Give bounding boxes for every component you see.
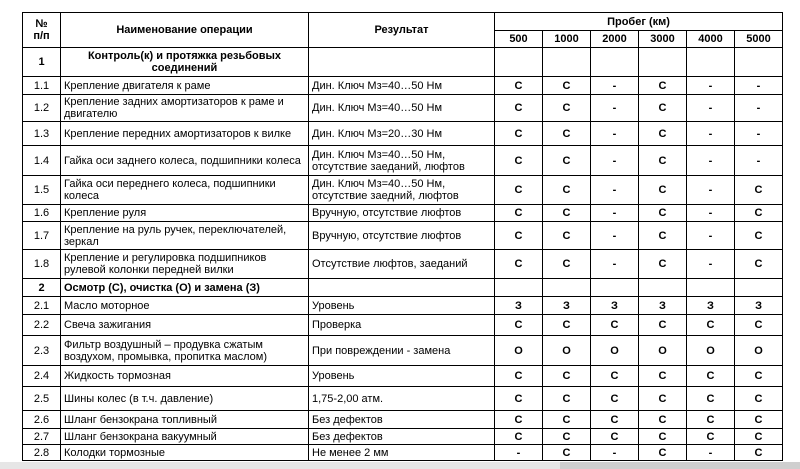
mileage-cell-1000: С <box>543 387 591 411</box>
mileage-cell-2000: - <box>591 95 639 122</box>
mileage-cell-500: С <box>495 366 543 387</box>
header-result: Результат <box>309 13 495 48</box>
mileage-cell-500: С <box>495 122 543 146</box>
operation-name: Колодки тормозные <box>61 445 309 461</box>
mileage-cell-2000 <box>591 48 639 77</box>
row-number: 2.1 <box>23 297 61 315</box>
table-row <box>23 429 783 445</box>
table-row <box>23 336 783 366</box>
header-col-4000: 4000 <box>687 31 735 48</box>
row-number: 2.8 <box>23 445 61 461</box>
table-row <box>23 315 783 336</box>
mileage-cell-3000 <box>639 48 687 77</box>
header-col-3000: 3000 <box>639 31 687 48</box>
mileage-cell-3000: З <box>639 297 687 315</box>
operation-result: Вручную, отсутствие люфтов <box>309 205 495 222</box>
mileage-cell-5000: С <box>735 176 783 205</box>
mileage-cell-4000: - <box>687 205 735 222</box>
table-row <box>23 176 783 205</box>
operation-result: Без дефектов <box>309 411 495 429</box>
mileage-cell-5000: - <box>735 146 783 176</box>
header-mileage: Пробег (км) <box>495 13 783 31</box>
table-row <box>23 122 783 146</box>
mileage-cell-2000: С <box>591 315 639 336</box>
mileage-cell-500: С <box>495 411 543 429</box>
operation-result: Дин. Ключ Мз=20…30 Нм <box>309 122 495 146</box>
mileage-cell-1000: С <box>543 315 591 336</box>
mileage-cell-5000: З <box>735 297 783 315</box>
mileage-cell-3000: С <box>639 146 687 176</box>
header-col-5000: 5000 <box>735 31 783 48</box>
mileage-cell-2000: - <box>591 250 639 279</box>
table-body <box>23 48 783 461</box>
operation-result: Дин. Ключ Мз=40…50 Нм <box>309 95 495 122</box>
row-number: 1.1 <box>23 77 61 95</box>
mileage-cell-5000: С <box>735 387 783 411</box>
mileage-cell-2000: О <box>591 336 639 366</box>
row-number: 2 <box>23 279 61 297</box>
table-row <box>23 95 783 122</box>
mileage-cell-5000: О <box>735 336 783 366</box>
operation-result: Дин. Ключ Мз=40…50 Нм, отсутствие заедний, люфтов <box>309 176 495 205</box>
mileage-cell-500: З <box>495 297 543 315</box>
operation-result: Уровень <box>309 297 495 315</box>
table-row <box>23 205 783 222</box>
mileage-cell-3000: С <box>639 122 687 146</box>
operation-name: Жидкость тормозная <box>61 366 309 387</box>
operation-result: Отсутствие люфтов, заеданий <box>309 250 495 279</box>
row-number: 2.5 <box>23 387 61 411</box>
mileage-cell-1000: С <box>543 77 591 95</box>
mileage-cell-2000: З <box>591 297 639 315</box>
operation-result: Дин. Ключ Мз=40…50 Нм <box>309 77 495 95</box>
mileage-cell-2000: С <box>591 411 639 429</box>
mileage-cell-1000: С <box>543 366 591 387</box>
mileage-cell-1000: С <box>543 222 591 250</box>
mileage-cell-1000 <box>543 48 591 77</box>
mileage-cell-4000: - <box>687 222 735 250</box>
mileage-cell-5000: С <box>735 429 783 445</box>
mileage-cell-4000: С <box>687 429 735 445</box>
mileage-cell-5000: С <box>735 366 783 387</box>
row-number: 1.8 <box>23 250 61 279</box>
mileage-cell-3000: С <box>639 250 687 279</box>
table-row <box>23 222 783 250</box>
mileage-cell-2000: - <box>591 176 639 205</box>
mileage-cell-2000: С <box>591 366 639 387</box>
mileage-cell-3000: С <box>639 205 687 222</box>
mileage-cell-1000: З <box>543 297 591 315</box>
mileage-cell-5000: С <box>735 222 783 250</box>
mileage-cell-5000: С <box>735 205 783 222</box>
mileage-cell-2000 <box>591 279 639 297</box>
mileage-cell-4000: З <box>687 297 735 315</box>
operation-result: Уровень <box>309 366 495 387</box>
table-row <box>23 250 783 279</box>
row-number: 2.2 <box>23 315 61 336</box>
operation-name: Гайка оси заднего колеса, подшипники колеса <box>61 146 309 176</box>
mileage-cell-500: С <box>495 205 543 222</box>
header-col-500: 500 <box>495 31 543 48</box>
operation-name: Фильтр воздушный – продувка сжатым воздухом, промывка, пропитка маслом) <box>61 336 309 366</box>
operation-result: 1,75-2,00 атм. <box>309 387 495 411</box>
operation-name: Шланг бензокрана топливный <box>61 411 309 429</box>
mileage-cell-2000: - <box>591 205 639 222</box>
mileage-cell-3000: С <box>639 429 687 445</box>
mileage-cell-1000: С <box>543 429 591 445</box>
mileage-cell-3000: С <box>639 411 687 429</box>
mileage-cell-4000: - <box>687 95 735 122</box>
mileage-cell-4000: - <box>687 250 735 279</box>
operation-result: Вручную, отсутствие люфтов <box>309 222 495 250</box>
mileage-cell-5000 <box>735 279 783 297</box>
operation-result: Дин. Ключ Мз=40…50 Нм, отсутствие заеданий, люфтов <box>309 146 495 176</box>
row-number: 1.5 <box>23 176 61 205</box>
mileage-cell-4000: С <box>687 387 735 411</box>
mileage-cell-3000 <box>639 279 687 297</box>
operation-name: Крепление передних амортизаторов к вилке <box>61 122 309 146</box>
section-row <box>23 48 783 77</box>
row-number: 1.4 <box>23 146 61 176</box>
mileage-cell-4000: - <box>687 445 735 461</box>
mileage-cell-4000: С <box>687 366 735 387</box>
mileage-cell-3000: С <box>639 77 687 95</box>
mileage-cell-5000: - <box>735 122 783 146</box>
mileage-cell-500: С <box>495 95 543 122</box>
mileage-cell-1000: О <box>543 336 591 366</box>
mileage-cell-2000: - <box>591 122 639 146</box>
mileage-cell-5000: С <box>735 315 783 336</box>
operation-name: Шины колес (в т.ч. давление) <box>61 387 309 411</box>
mileage-cell-1000: С <box>543 176 591 205</box>
mileage-cell-5000: С <box>735 445 783 461</box>
mileage-cell-500: С <box>495 250 543 279</box>
operation-name: Крепление и регулировка подшипников рулевой колонки передней вилки <box>61 250 309 279</box>
mileage-cell-3000: С <box>639 176 687 205</box>
mileage-cell-500: С <box>495 146 543 176</box>
mileage-cell-4000: - <box>687 122 735 146</box>
table-row <box>23 445 783 461</box>
header-num: № п/п <box>23 13 61 48</box>
mileage-cell-1000: С <box>543 95 591 122</box>
row-number: 1.2 <box>23 95 61 122</box>
table-row <box>23 387 783 411</box>
mileage-cell-2000: - <box>591 445 639 461</box>
mileage-cell-500: О <box>495 336 543 366</box>
table-row <box>23 146 783 176</box>
table-row <box>23 366 783 387</box>
mileage-cell-2000: С <box>591 387 639 411</box>
mileage-cell-500: С <box>495 315 543 336</box>
mileage-cell-2000: - <box>591 222 639 250</box>
table-row <box>23 297 783 315</box>
mileage-cell-4000 <box>687 48 735 77</box>
operation-result: При повреждении - замена <box>309 336 495 366</box>
mileage-cell-5000: - <box>735 95 783 122</box>
mileage-cell-4000: О <box>687 336 735 366</box>
mileage-cell-4000: - <box>687 77 735 95</box>
mileage-cell-3000: С <box>639 445 687 461</box>
operation-name: Осмотр (С), очистка (О) и замена (З) <box>61 279 309 297</box>
operation-name: Крепление двигателя к раме <box>61 77 309 95</box>
maintenance-schedule-table <box>22 12 783 461</box>
operation-result: Проверка <box>309 315 495 336</box>
mileage-cell-1000: С <box>543 205 591 222</box>
mileage-cell-4000: - <box>687 146 735 176</box>
mileage-cell-1000: С <box>543 411 591 429</box>
mileage-cell-5000: С <box>735 250 783 279</box>
row-number: 2.3 <box>23 336 61 366</box>
mileage-cell-500 <box>495 48 543 77</box>
mileage-cell-500: С <box>495 176 543 205</box>
mileage-cell-1000: С <box>543 146 591 176</box>
mileage-cell-500 <box>495 279 543 297</box>
page-edge <box>0 462 560 469</box>
header-col-2000: 2000 <box>591 31 639 48</box>
operation-name: Гайка оси переднего колеса, подшипники колеса <box>61 176 309 205</box>
row-number: 1.3 <box>23 122 61 146</box>
mileage-cell-500: С <box>495 77 543 95</box>
mileage-cell-2000: - <box>591 146 639 176</box>
mileage-cell-1000: С <box>543 445 591 461</box>
mileage-cell-4000: - <box>687 176 735 205</box>
operation-result: Без дефектов <box>309 429 495 445</box>
operation-name: Шланг бензокрана вакуумный <box>61 429 309 445</box>
mileage-cell-5000: С <box>735 411 783 429</box>
mileage-cell-4000: С <box>687 315 735 336</box>
mileage-cell-3000: С <box>639 387 687 411</box>
mileage-cell-3000: С <box>639 315 687 336</box>
table-row <box>23 77 783 95</box>
operation-name: Свеча зажигания <box>61 315 309 336</box>
row-number: 1.7 <box>23 222 61 250</box>
mileage-cell-3000: С <box>639 366 687 387</box>
table-row <box>23 411 783 429</box>
mileage-cell-5000: - <box>735 77 783 95</box>
operation-result <box>309 279 495 297</box>
operation-name: Крепление задних амортизаторов к раме и двигателю <box>61 95 309 122</box>
row-number: 2.4 <box>23 366 61 387</box>
row-number: 1.6 <box>23 205 61 222</box>
mileage-cell-1000: С <box>543 122 591 146</box>
mileage-cell-3000: С <box>639 222 687 250</box>
mileage-cell-1000 <box>543 279 591 297</box>
row-number: 1 <box>23 48 61 77</box>
mileage-cell-500: С <box>495 429 543 445</box>
operation-name: Масло моторное <box>61 297 309 315</box>
mileage-cell-500: С <box>495 387 543 411</box>
mileage-cell-500: С <box>495 222 543 250</box>
mileage-cell-500: - <box>495 445 543 461</box>
mileage-cell-2000: - <box>591 77 639 95</box>
mileage-cell-5000 <box>735 48 783 77</box>
row-number: 2.7 <box>23 429 61 445</box>
operation-result <box>309 48 495 77</box>
page-edge-dark <box>560 462 800 469</box>
mileage-cell-1000: С <box>543 250 591 279</box>
operation-name: Крепление руля <box>61 205 309 222</box>
operation-name: Контроль(к) и протяжка резьбовых соединений <box>61 48 309 77</box>
mileage-cell-4000 <box>687 279 735 297</box>
operation-name: Крепление на руль ручек, переключателей, зеркал <box>61 222 309 250</box>
mileage-cell-4000: С <box>687 411 735 429</box>
header-col-1000: 1000 <box>543 31 591 48</box>
mileage-cell-3000: С <box>639 95 687 122</box>
operation-result: Не менее 2 мм <box>309 445 495 461</box>
mileage-cell-2000: С <box>591 429 639 445</box>
mileage-cell-3000: О <box>639 336 687 366</box>
header-operation: Наименование операции <box>61 13 309 48</box>
row-number: 2.6 <box>23 411 61 429</box>
section-row <box>23 279 783 297</box>
